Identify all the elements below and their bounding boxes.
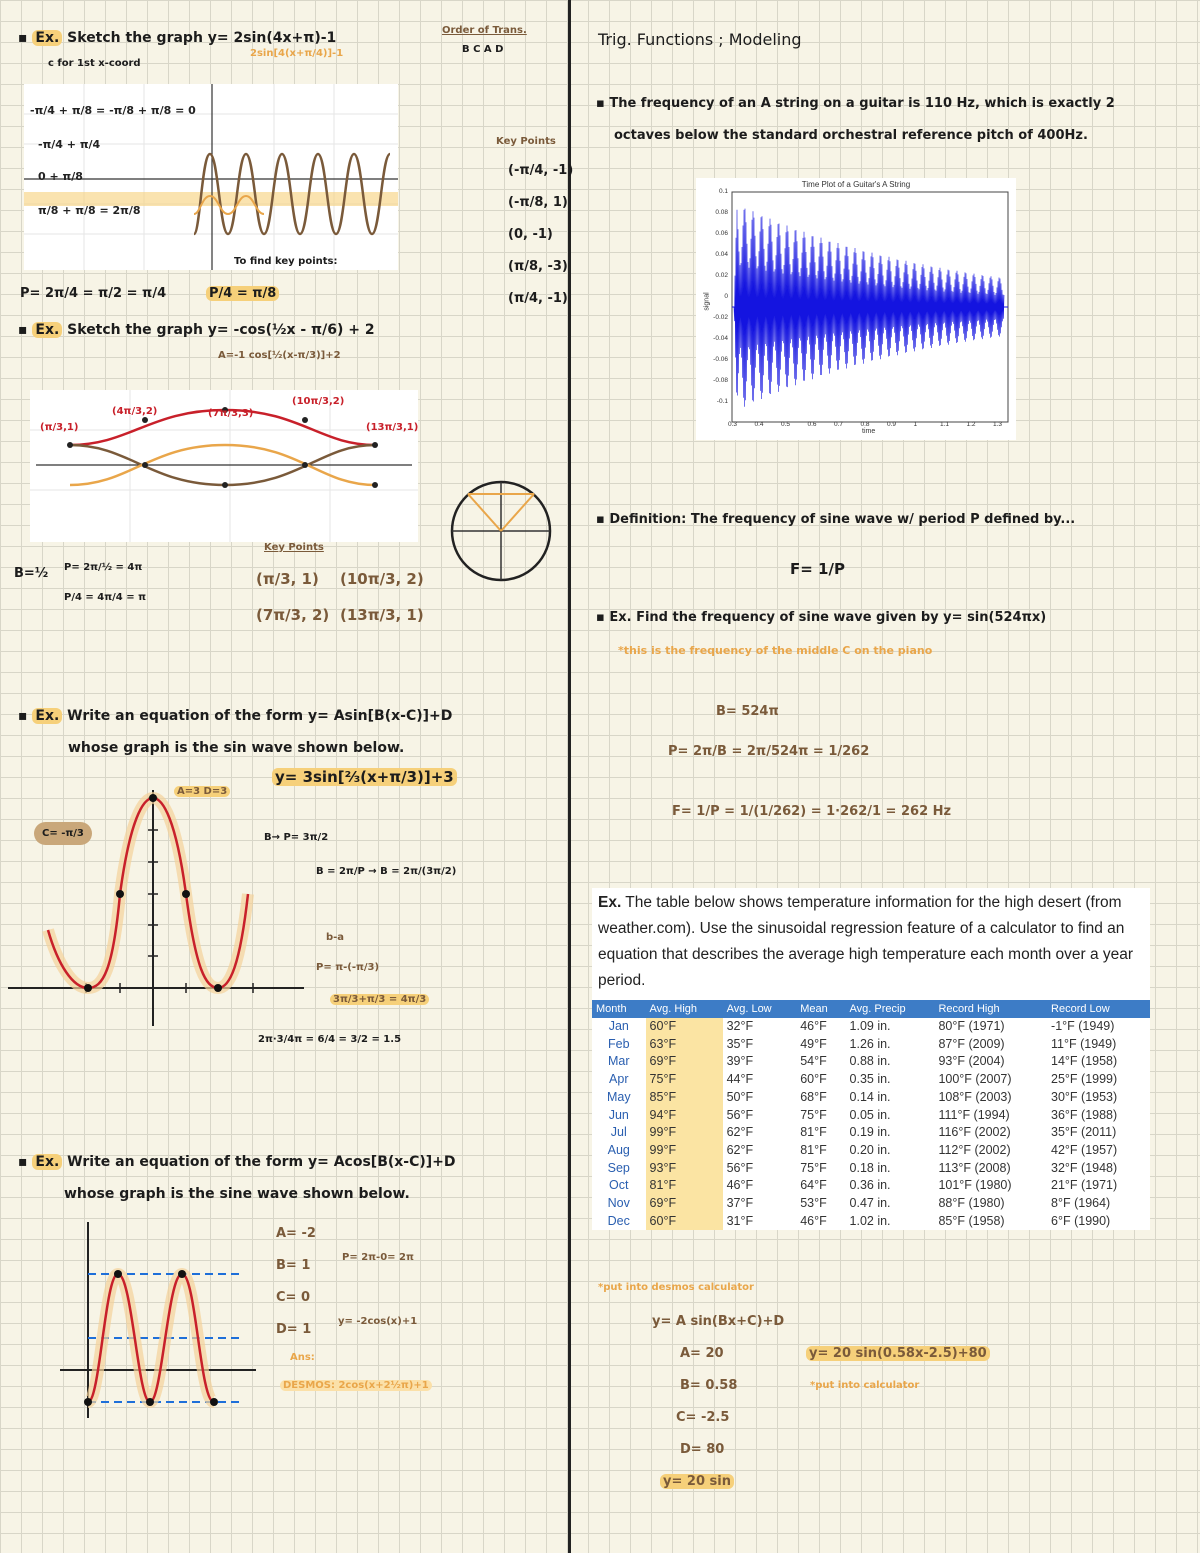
temperature-table-panel xyxy=(592,888,1150,1230)
table-cell: 93°F xyxy=(646,1160,723,1178)
plot-ytick: -0.1 xyxy=(716,398,728,405)
freq-p: P= 2π/B = 2π/524π = 1/262 xyxy=(668,744,870,759)
ex2-title: Sketch the graph y= -cos(½x - π/6) + 2 xyxy=(67,322,375,338)
guitar-plot xyxy=(696,178,1016,440)
table-cell: Jul xyxy=(610,1125,627,1140)
table-header: Avg. High xyxy=(649,1003,698,1015)
ex1-heading: ▪ Ex. Sketch the graph y= 2sin(4x+π)-1 xyxy=(18,30,337,46)
ex3-line2: whose graph is the sin wave shown below. xyxy=(68,740,405,756)
table-cell: 35°F xyxy=(726,1036,754,1051)
table-cell: 81°F xyxy=(646,1177,723,1195)
ex1-point: (-π/8, 1) xyxy=(508,195,568,210)
table-intro-bold: Ex. xyxy=(598,894,622,911)
table-intro-text: The table below shows temperature information for the high desert (from weather.com). Use the sinusoidal regression feature of a calculator to find an equation that describes the average high temperature each month over a year period. xyxy=(598,894,1134,989)
table-row xyxy=(592,1142,1150,1160)
ex2-point: (7π/3, 2) xyxy=(256,606,330,624)
ex4-heading: ▪ Ex. Write an equation of the form y= Acos[B(x-C)]+D xyxy=(18,1154,456,1170)
plot-xtick: 1.3 xyxy=(993,421,1003,428)
table-cell: Dec xyxy=(607,1213,630,1228)
model-result: y= 20 sin(0.58x-2.5)+80 xyxy=(806,1346,990,1361)
table-cell: Nov xyxy=(607,1196,630,1211)
ex1-order-title: Order of Trans. xyxy=(442,25,527,36)
plot-xtick: 0.7 xyxy=(834,421,844,428)
table-header: Record High xyxy=(938,1003,1000,1015)
plot-xtick: 0.3 xyxy=(728,421,738,428)
table-cell: 6°F (1990) xyxy=(1051,1213,1111,1228)
table-cell: 116°F (2002) xyxy=(938,1125,1011,1140)
table-cell: Jan xyxy=(608,1019,629,1033)
table-cell: 112°F (2002) xyxy=(938,1142,1011,1157)
ex1-quarter: P/4 = π/8 xyxy=(206,286,279,301)
table-header: Mean xyxy=(800,1003,828,1015)
ex1-label: Ex. xyxy=(32,30,62,46)
table-cell: 35°F (2011) xyxy=(1051,1125,1117,1140)
table-cell: 85°F xyxy=(646,1089,723,1107)
ex3-ad: A=3 D=3 xyxy=(174,786,230,797)
table-cell: 64°F xyxy=(800,1178,827,1193)
ex4-graph xyxy=(60,1222,260,1422)
table-header: Month xyxy=(596,1003,627,1015)
ex3-work: 2π·3/4π = 6/4 = 3/2 = 1.5 xyxy=(258,1034,402,1045)
table-cell: 50°F xyxy=(726,1089,754,1104)
page-title: Trig. Functions ; Modeling xyxy=(598,30,802,49)
table-cell: 60°F xyxy=(646,1018,723,1036)
ex2-point: (10π/3, 2) xyxy=(340,570,424,588)
table-cell: 75°F xyxy=(646,1071,723,1089)
freq-example: ▪ Ex. Find the frequency of sine wave given by y= sin(524πx) xyxy=(596,610,1047,625)
table-cell: 81°F xyxy=(800,1125,827,1140)
ex1-points xyxy=(508,155,573,315)
plot-ylabel: signal xyxy=(703,292,711,311)
svg-text:-π/4 + π/4: -π/4 + π/4 xyxy=(38,138,101,151)
table-row xyxy=(592,1177,1150,1195)
table-cell: May xyxy=(606,1089,631,1104)
intro-line-1: ▪ The frequency of an A string on a guitar is 110 Hz, which is exactly 2 xyxy=(596,96,1115,111)
ex1-point: (π/4, -1) xyxy=(508,291,568,306)
ex3-work: b-a xyxy=(326,932,345,943)
table-header: Avg. Low xyxy=(726,1003,772,1015)
table-row xyxy=(592,1036,1150,1054)
ex1-points-title: Key Points xyxy=(496,136,556,147)
ex1-sub2: 2sin[4(x+π/4)]-1 xyxy=(250,48,344,59)
table-cell: 75°F xyxy=(800,1107,827,1122)
freq-note: *this is the frequency of the middle C on the piano xyxy=(618,644,933,657)
table-cell: 1.26 in. xyxy=(849,1036,891,1051)
table-cell: 1.09 in. xyxy=(849,1019,891,1033)
table-cell: 0.14 in. xyxy=(849,1089,891,1104)
table-cell: 85°F (1958) xyxy=(938,1213,1005,1228)
ex3-work: 3π/3+π/3 = 4π/3 xyxy=(330,994,429,1005)
ex2-label: Ex. xyxy=(32,322,62,338)
plot-xtick: 0.6 xyxy=(807,421,817,428)
ex2-point: (π/3, 1) xyxy=(256,570,319,588)
table-cell: Jun xyxy=(608,1107,629,1122)
ex2-sub: A=-1 cos[½(x-π/3)]+2 xyxy=(218,350,341,361)
ex1-point: (π/8, -3) xyxy=(508,259,568,274)
model-result-note: *put into calculator xyxy=(810,1380,920,1391)
ex2-b: B=½ xyxy=(14,566,49,581)
unit-circle-sketch xyxy=(448,478,554,584)
table-cell: 101°F (1980) xyxy=(938,1178,1012,1193)
table-row xyxy=(592,1018,1150,1036)
table-cell: 60°F xyxy=(646,1213,723,1231)
svg-text:0 + π/8: 0 + π/8 xyxy=(38,170,83,183)
table-cell: 87°F (2009) xyxy=(938,1036,1005,1051)
ex4-c: C= 0 xyxy=(276,1290,311,1305)
table-row xyxy=(592,1089,1150,1107)
table-cell: 32°F xyxy=(726,1019,754,1033)
table-cell: 93°F (2004) xyxy=(938,1054,1005,1069)
table-cell: 44°F xyxy=(726,1072,754,1087)
freq-f: F= 1/P = 1/(1/262) = 1·262/1 = 262 Hz xyxy=(672,804,952,819)
plot-ytick: 0.04 xyxy=(715,251,728,258)
ex2-period: P= 2π/½ = 4π xyxy=(64,562,143,573)
table-header-row xyxy=(592,1000,1150,1018)
table-cell: 53°F xyxy=(800,1196,827,1211)
definition-text: Definition: The frequency of sine wave w/ period P defined by... xyxy=(609,512,1076,527)
ex3-work: B→ P= 3π/2 xyxy=(264,832,329,843)
table-cell: 56°F xyxy=(726,1107,754,1122)
ex4-label: Ex. xyxy=(32,1154,62,1170)
table-cell: 75°F xyxy=(800,1160,827,1175)
table-cell: 1.02 in. xyxy=(849,1213,891,1228)
table-cell: 0.20 in. xyxy=(849,1142,891,1157)
plot-ytick: 0.06 xyxy=(715,230,728,237)
ex1-point: (0, -1) xyxy=(508,227,553,242)
table-cell: 63°F xyxy=(646,1036,723,1054)
ex4-d: D= 1 xyxy=(276,1322,312,1337)
table-cell: 0.36 in. xyxy=(849,1178,891,1193)
table-cell: 49°F xyxy=(800,1036,827,1051)
table-cell: 0.05 in. xyxy=(849,1107,891,1122)
table-cell: 60°F xyxy=(800,1072,827,1087)
svg-text:π/8 + π/8 = 2π/8: π/8 + π/8 = 2π/8 xyxy=(38,204,141,217)
table-cell: 42°F (1957) xyxy=(1051,1142,1118,1157)
ex3-graph xyxy=(8,790,308,1030)
ex2-graph-label: (13π/3,1) xyxy=(366,422,419,433)
table-cell: 80°F (1971) xyxy=(938,1019,1005,1033)
plot-ytick: -0.04 xyxy=(713,335,728,342)
table-cell: 62°F xyxy=(726,1125,754,1140)
table-cell: 25°F (1999) xyxy=(1051,1072,1118,1087)
table-row xyxy=(592,1160,1150,1178)
frequency-formula: F= 1/P xyxy=(790,560,845,578)
table-cell: 108°F (2003) xyxy=(938,1089,1012,1104)
table-row xyxy=(592,1124,1150,1142)
ex3-work: B = 2π/P → B = 2π/(3π/2) xyxy=(316,866,457,877)
table-cell: Feb xyxy=(608,1036,630,1051)
freq-example-text: Ex. Find the frequency of sine wave given by y= sin(524πx) xyxy=(609,610,1047,625)
table-cell: 46°F xyxy=(800,1019,827,1033)
table-cell: Apr xyxy=(609,1072,629,1087)
table-cell: Mar xyxy=(608,1054,630,1069)
ex4-line2: whose graph is the sine wave shown below. xyxy=(64,1186,410,1202)
ex3-heading: ▪ Ex. Write an equation of the form y= Asin[B(x-C)]+D xyxy=(18,708,453,724)
table-header: Avg. Precip xyxy=(849,1003,906,1015)
table-cell: -1°F (1949) xyxy=(1051,1019,1115,1033)
table-cell: 69°F xyxy=(646,1053,723,1071)
intro-line-2: octaves below the standard orchestral reference pitch of 400Hz. xyxy=(614,128,1088,143)
svg-text:-π/4 + π/8 = -π/8 + π/8 = 0: -π/4 + π/8 = -π/8 + π/8 = 0 xyxy=(30,104,196,117)
plot-xtick: 0.9 xyxy=(887,421,897,428)
table-cell: 0.88 in. xyxy=(849,1054,891,1069)
table-cell: Aug xyxy=(607,1142,630,1157)
ex1-sub: c for 1st x-coord xyxy=(48,58,141,69)
plot-title: Time Plot of a Guitar's A String xyxy=(801,180,911,189)
model-b: B= 0.58 xyxy=(680,1378,738,1393)
table-cell: 113°F (2008) xyxy=(938,1160,1011,1175)
table-cell: 14°F (1958) xyxy=(1051,1054,1118,1069)
plot-ytick: -0.02 xyxy=(713,314,728,321)
table-row xyxy=(592,1107,1150,1125)
ex3-c: C= -π/3 xyxy=(34,822,92,845)
table-row xyxy=(592,1053,1150,1071)
desmos-note: *put into desmos calculator xyxy=(598,1282,754,1293)
plot-ytick: 0.08 xyxy=(715,209,728,216)
table-cell: 81°F xyxy=(800,1142,827,1157)
table-cell: 99°F xyxy=(646,1142,723,1160)
model-a: A= 20 xyxy=(680,1346,724,1361)
table-cell: 88°F (1980) xyxy=(938,1196,1005,1211)
ex4-period: P= 2π-0= 2π xyxy=(342,1252,414,1263)
table-cell: 62°F xyxy=(726,1142,754,1157)
ex2-point: (13π/3, 1) xyxy=(340,606,424,624)
model-d: D= 80 xyxy=(680,1442,725,1457)
table-cell: 54°F xyxy=(800,1054,827,1069)
table-cell: 8°F (1964) xyxy=(1051,1196,1111,1211)
ex2-graph-label: (π/3,1) xyxy=(40,422,79,433)
model-partial: y= 20 sin xyxy=(660,1474,734,1489)
ex4-params xyxy=(276,1218,316,1346)
table-cell: 46°F xyxy=(800,1213,827,1228)
table-row xyxy=(592,1071,1150,1089)
definition: ▪ Definition: The frequency of sine wave w/ period P defined by... xyxy=(596,512,1076,527)
plot-xtick: 1.2 xyxy=(966,421,976,428)
table-row xyxy=(592,1195,1150,1213)
table-cell: 46°F xyxy=(726,1178,754,1193)
ex2-graph xyxy=(30,390,418,542)
ex2-graph-label: (7π/3,3) xyxy=(208,408,254,419)
table-cell: 31°F xyxy=(726,1213,754,1228)
table-cell: 39°F xyxy=(726,1054,754,1069)
table-cell: 99°F xyxy=(646,1124,723,1142)
table-cell: 0.18 in. xyxy=(849,1160,891,1175)
table-row xyxy=(592,1213,1150,1231)
plot-ytick: 0 xyxy=(724,293,728,300)
ex4-ans-label: Ans: xyxy=(290,1352,315,1363)
plot-xlabel: time xyxy=(862,428,876,435)
plot-ytick: -0.06 xyxy=(713,356,728,363)
ex2-heading: ▪ Ex. Sketch the graph y= -cos(½x - π/6) + 2 xyxy=(18,322,375,338)
ex3-label: Ex. xyxy=(32,708,62,724)
table-cell: 68°F xyxy=(800,1089,827,1104)
ex3-answer: y= 3sin[⅔(x+π/3)]+3 xyxy=(272,768,457,786)
ex1-period: P= 2π/4 = π/2 = π/4 xyxy=(20,286,167,301)
ex4-answer: y= -2cos(x)+1 xyxy=(338,1316,418,1327)
table-cell: 100°F (2007) xyxy=(938,1072,1012,1087)
ex4-desmos: DESMOS: 2cos(x+2½π)+1 xyxy=(280,1380,432,1391)
model-c: C= -2.5 xyxy=(676,1410,730,1425)
ex4-a: A= -2 xyxy=(276,1226,316,1241)
table-cell: 94°F xyxy=(646,1107,723,1125)
intro-text-1: The frequency of an A string on a guitar is 110 Hz, which is exactly 2 xyxy=(609,96,1115,111)
ex4-title: Write an equation of the form y= Acos[B(x-C)]+D xyxy=(67,1154,456,1170)
plot-ytick: 0.02 xyxy=(715,272,728,279)
table-cell: 36°F (1988) xyxy=(1051,1107,1118,1122)
ex1-order-letters: B C A D xyxy=(462,44,504,55)
ex2-points-title: Key Points xyxy=(264,542,324,553)
plot-xtick: 0.8 xyxy=(860,421,870,428)
table-cell: 111°F (1994) xyxy=(938,1107,1010,1122)
table-cell: Oct xyxy=(609,1178,629,1193)
plot-ytick: -0.08 xyxy=(713,377,728,384)
table-cell: 21°F (1971) xyxy=(1051,1178,1118,1193)
ex2-graph-label: (10π/3,2) xyxy=(292,396,345,407)
plot-xtick: 1 xyxy=(913,421,918,428)
ex1-find-note: To find key points: xyxy=(234,256,338,267)
table-cell: 32°F (1948) xyxy=(1051,1160,1118,1175)
table-header: Record Low xyxy=(1051,1003,1110,1015)
ex4-b: B= 1 xyxy=(276,1258,311,1273)
table-intro xyxy=(592,888,1150,1000)
ex1-title: Sketch the graph y= 2sin(4x+π)-1 xyxy=(67,30,337,46)
plot-xtick: 0.4 xyxy=(754,421,764,428)
ex3-title: Write an equation of the form y= Asin[B(x-C)]+D xyxy=(67,708,453,724)
table-cell: 0.19 in. xyxy=(849,1125,891,1140)
ex1-point: (-π/4, -1) xyxy=(508,163,574,178)
table-cell: 0.47 in. xyxy=(849,1196,891,1211)
temperature-table xyxy=(592,1000,1150,1230)
model-formula: y= A sin(Bx+C)+D xyxy=(652,1314,785,1329)
table-cell: 69°F xyxy=(646,1195,723,1213)
table-cell: 56°F xyxy=(726,1160,754,1175)
table-cell: 0.35 in. xyxy=(849,1072,891,1087)
plot-xtick: 1.1 xyxy=(940,421,950,428)
table-cell: 30°F (1953) xyxy=(1051,1089,1118,1104)
table-cell: Sep xyxy=(607,1160,630,1175)
ex3-work: P= π-(-π/3) xyxy=(316,962,380,973)
ex2-graph-label: (4π/3,2) xyxy=(112,406,158,417)
ex2-quarter: P/4 = 4π/4 = π xyxy=(64,592,147,603)
plot-xtick: 0.5 xyxy=(781,421,791,428)
freq-b: B= 524π xyxy=(716,704,779,719)
ex1-graph xyxy=(24,84,398,270)
table-cell: 11°F (1949) xyxy=(1051,1036,1117,1051)
table-cell: 37°F xyxy=(726,1196,754,1211)
plot-ytick: 0.1 xyxy=(718,188,728,195)
